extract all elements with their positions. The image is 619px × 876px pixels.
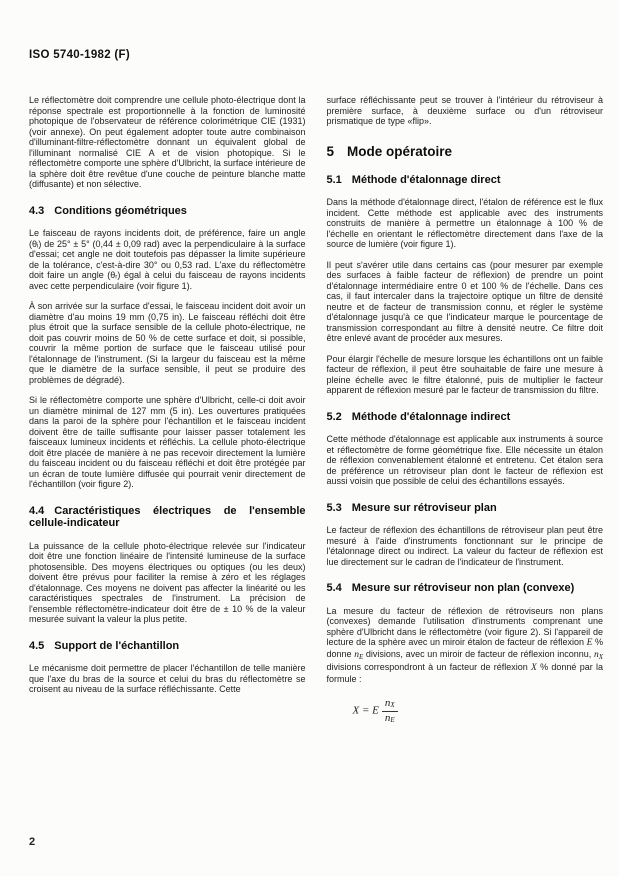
section-number: 4.3 xyxy=(29,204,45,217)
variable-subscript-E: E xyxy=(358,652,364,661)
numerator-subscript: X xyxy=(390,701,395,709)
section-title: Méthode d'étalonnage indirect xyxy=(351,410,511,423)
text-segment: La mesure du facteur de réflexion de rétroviseurs non plans (convexes) demande l'utilisation d'instruments comprenant une sphère d'Ulbricht dans le réflectomètre (voir figure 2). Si l'appareil de lecture de la sphère avec un miroir étalon de facteur de réflexion xyxy=(326,605,603,647)
document-reference-header: ISO 5740-1982 (F) xyxy=(29,49,130,61)
text-segment: % donne xyxy=(326,637,603,659)
paragraph-5-1-2: Il peut s'avérer utile dans certains cas (pour mesurer par exemple des surfaces à faible facteur de réflexion) de prendre un point d'étalonnage intermédiaire entre 0 et 100 % de l'échelle. Dans ces cas, il faut intercaler dans la trajectoire optique un filtre de densité neutre et de facteur de transmission connu, et régler le système d'étalonnage jusqu'à ce que l'indicateur marque le pourcentage de transmission correspondant au filtre à densité neutre. Ce filtre doit être enlevé avant de procéder aux mesures. xyxy=(326,259,603,343)
section-number: 4.4 xyxy=(29,504,45,517)
section-heading-5-2 xyxy=(327,411,604,424)
numerator-base: n xyxy=(384,697,391,709)
section-title: Mesure sur rétroviseur non plan (convexe) xyxy=(351,582,575,594)
formula-lhs: X xyxy=(352,704,360,717)
section-title: Mode opératoire xyxy=(347,143,453,159)
section-number: 4.5 xyxy=(29,639,45,652)
section-heading-4-4 xyxy=(29,505,306,530)
section-number: 5.3 xyxy=(326,501,342,514)
section-number: 5 xyxy=(326,143,335,159)
paragraph-4-3-3: Si le réflectomètre comporte une sphère d'Ulbricht, celle-ci doit avoir un diamètre minimal de 127 mm (5 in). Les ouvertures pratiquées dans la paroi de la sphère pour l'échantillon et le faisceau incident doivent être de taille suffisante pour laisser passer totalement les faisceaux lumineux incidents et réfléchis. La cellule photo-électrique doit être placée de manière à ne pas recevoir directement la lumière du faisceau incident ou du faisceau réfléchi et doit être protégée par un écran de toute lumière diffusée qui pourrait venir directement de l'échantillon (voir figure 2). xyxy=(29,395,306,489)
denominator-base: n xyxy=(384,711,391,724)
variable-E: E xyxy=(586,638,593,648)
paragraph-4-4-1: La puissance de la cellule photo-électrique relevée sur l'indicateur doit être une fonction linéaire de l'intensité lumineuse de la surface photosensible. Des moyens électriques ou optiques (ou les deux) doivent être prévus pour faciliter la remise à zéro et les réglages d'étalonnage. Ces moyens ne doivent pas affecter la linéarité ou les caractéristiques spectrales de l'instrument. La précision de l'ensemble réflectomètre-indicateur doit être de ± 10 % de la valeur mesurée suivant la valeur la plus petite. xyxy=(29,540,306,624)
two-column-body xyxy=(29,95,603,724)
section-heading-4-3 xyxy=(29,205,306,218)
paragraph-5-1-3: Pour élargir l'échelle de mesure lorsque les échantillons ont un faible facteur de réflexion, il peut être souhaitable de faire une mesure à pleine échelle avec le filtre étalonné, puis de multiplier le facteur apparent de réflexion mesuré par le facteur de transmission du filtre. xyxy=(326,353,603,395)
column-left xyxy=(29,95,306,724)
section-heading-5-4 xyxy=(327,582,604,595)
text-segment: divisions, avec un miroir de facteur de réflexion inconnu, xyxy=(363,648,594,659)
variable-n-E: n xyxy=(354,649,359,660)
paragraph-5-2-1: Cette méthode d'étalonnage est applicable aux instruments à source et réflectomètre de forme géométrique fixe. Elle nécessite un étalon de réflexion convenablement étalonné et entretenu. Cet étalon sera de préférence un rétroviseur plan dont le facteur de réflexion est aussi voisin que possible de celui des échantillons essayés. xyxy=(326,434,603,486)
variable-subscript-X: X xyxy=(598,652,604,661)
paragraph-5-3-1: Le facteur de réflexion des échantillons de rétroviseur plan peut être mesuré à l'aide d'instruments fonctionnant sur le principe de l'étalonnage direct ou indirect. La valeur du facteur de réflexion est lue directement sur le cadran de l'indicateur de l'instrument. xyxy=(326,525,603,567)
paragraph-intro: Le réflectomètre doit comprendre une cellule photo-électrique dont la réponse spectrale est proportionnelle à la fonction de luminosité photopique de l'observateur de référence colorimétrique CIE (1931) (voir annexe). On peut également adopter toute autre combinaison d'illuminant-filtre-réflectomètre donnant un équivalent global de l'illuminant normalisé CIE A et de vision photopique. Si le réflectomètre comporte une sphère d'Ulbricht, la surface intérieure de la sphère doit être revêtue d'une couche de peinture blanche matte (diffusante) et non sélective. xyxy=(29,95,306,189)
formula-coefficient: E xyxy=(372,704,379,717)
paragraph-4-5-1: Le mécanisme doit permettre de placer l'échantillon de telle manière que l'axe du bras de la source et celui du bras du réflectomètre se croisent au niveau de la surface réfléchissante. Cette xyxy=(29,663,306,694)
section-title: Méthode d'étalonnage direct xyxy=(351,173,501,186)
section-number: 5.4 xyxy=(326,582,342,594)
reflection-factor-formula xyxy=(353,698,604,724)
section-heading-5 xyxy=(327,144,604,159)
section-heading-4-5 xyxy=(29,640,306,653)
formula-fraction xyxy=(382,698,398,724)
section-number: 5.1 xyxy=(326,173,342,186)
paragraph-5-1-1: Dans la méthode d'étalonnage direct, l'étalon de référence est le flux incident. Cette méthode est applicable avec des instruments construits de manière à permettre un étalonnage à 100 % de l'échelle en orientant le réflectomètre directement dans l'axe de la source de lumière (voir figure 1). xyxy=(326,197,603,249)
fraction-denominator xyxy=(382,712,398,725)
text-segment: % donné par la formule : xyxy=(326,662,603,684)
paragraph-4-3-1: Le faisceau de rayons incidents doit, de préférence, faire un angle (θᵢ) de 25° ± 5° (0,44 ± 0,09 rad) avec la perpendiculaire à la surface d'essai; cet angle ne doit toutefois pas dépasser la limite supérieure de la tolérance, c'est-à-dire 30° ou 0,53 rad. L'axe du réflectomètre doit faire un angle (θᵣ) égal à celui du faisceau de rayons incidents avec cette perpendiculaire (voir figure 1). xyxy=(29,228,306,291)
variable-X: X xyxy=(531,663,537,673)
formula-equals: = xyxy=(361,704,370,717)
section-title: Mesure sur rétroviseur plan xyxy=(351,501,497,514)
denominator-subscript: E xyxy=(390,715,395,724)
fraction-numerator xyxy=(382,698,398,712)
paragraph-continuation: surface réfléchissante peut se trouver à l'intérieur du rétroviseur à première surface, à deuxième surface ou d'un rétroviseur prismatique de type «flip». xyxy=(326,95,603,126)
paragraph-4-3-2: À son arrivée sur la surface d'essai, le faisceau incident doit avoir un diamètre d'au moins 19 mm (0,75 in). Le faisceau réfléchi doit être plus étroit que la surface sensible de la cellule photo-électrique, ne doit pas couvrir moins de 50 % de cette surface et doit, si possible, couvrir la même portion de surface que le faisceau utilisé pour l'étalonnage de l'instrument. (Si la largeur du faisceau est la même que le diamètre de la surface sensible, il peut se produire des problèmes de dégradé). xyxy=(29,301,306,385)
variable-n-X: n xyxy=(593,649,599,660)
section-heading-5-3 xyxy=(327,502,604,515)
section-number: 5.2 xyxy=(326,410,342,423)
text-segment: divisions correspondront à un facteur de réflexion xyxy=(326,662,532,672)
page-number: 2 xyxy=(29,836,36,848)
section-heading-5-1 xyxy=(327,174,604,187)
section-title: Conditions géométriques xyxy=(54,204,187,217)
section-title: Caractéristiques électriques de l'ensemble cellule-indicateur xyxy=(29,504,306,529)
column-right xyxy=(327,95,604,724)
section-title: Support de l'échantillon xyxy=(54,639,180,652)
paragraph-5-4-1 xyxy=(327,606,604,685)
